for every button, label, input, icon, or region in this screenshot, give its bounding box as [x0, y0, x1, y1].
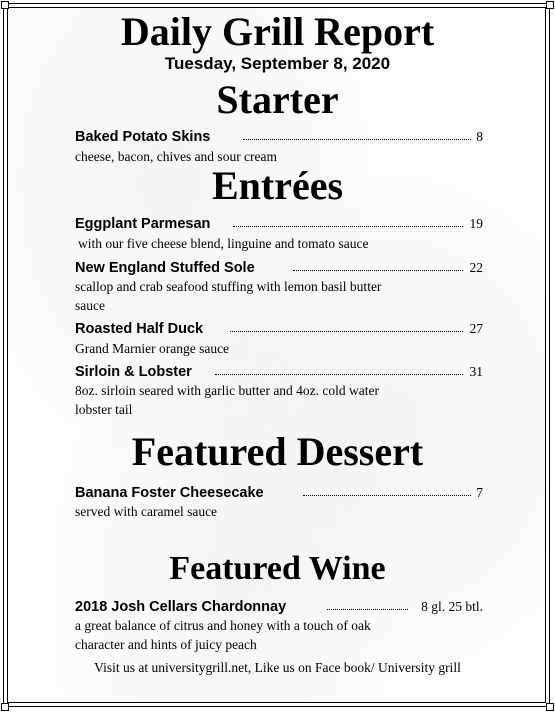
item-description: served with caramel sauce	[75, 504, 218, 519]
dot-leader	[303, 495, 471, 496]
item-price: 8 gl. 25 btl.	[421, 599, 483, 614]
corner-ornament	[546, 703, 554, 711]
menu-item	[75, 214, 483, 234]
item-name: 2018 Josh Cellars Chardonnay	[75, 599, 287, 615]
menu-item	[75, 483, 483, 503]
section-heading-dessert: Featured Dessert	[131, 429, 424, 474]
menu-item	[75, 597, 483, 617]
item-name: Eggplant Parmesan	[75, 216, 211, 232]
item-description: scallop and crab seafood stuffing with lemon basil butter	[75, 279, 382, 294]
menu-item	[75, 319, 483, 339]
item-price: 22	[469, 260, 483, 275]
item-name: Roasted Half Duck	[75, 321, 204, 337]
item-name: New England Stuffed Sole	[75, 260, 255, 276]
item-price: 31	[469, 364, 483, 379]
item-description: lobster tail	[75, 402, 133, 417]
menu-item	[75, 362, 483, 382]
page-title: Daily Grill Report	[120, 9, 435, 54]
item-price: 8	[476, 129, 483, 144]
item-description: sauce	[75, 298, 105, 313]
item-name: Sirloin & Lobster	[75, 364, 192, 380]
item-price: 27	[469, 321, 483, 336]
item-description: Grand Marnier orange sauce	[75, 341, 230, 356]
dot-leader	[243, 139, 471, 140]
item-description: 8oz. sirloin seared with garlic butter and 4oz. cold water	[75, 383, 380, 398]
section-heading-wine: Featured Wine	[169, 550, 386, 587]
section-heading-starter: Starter	[216, 77, 339, 122]
dot-leader	[215, 374, 463, 375]
dot-leader	[230, 331, 463, 332]
dot-leader	[327, 609, 408, 610]
item-description: cheese, bacon, chives and sour cream	[75, 149, 278, 164]
item-price: 19	[469, 216, 483, 231]
item-name: Baked Potato Skins	[75, 129, 211, 145]
dot-leader	[293, 270, 463, 271]
item-description: with our five cheese blend, linguine and tomato sauce	[78, 236, 369, 251]
item-description: character and hints of juicy peach	[75, 637, 257, 652]
item-description: a great balance of citrus and honey with a touch of oak	[75, 618, 371, 633]
report-date: Tuesday, September 8, 2020	[164, 54, 391, 73]
section-heading-entrees: Entrées	[211, 163, 344, 208]
menu-item	[75, 127, 483, 147]
corner-ornament	[1, 703, 9, 711]
dot-leader	[233, 226, 463, 227]
item-name: Banana Foster Cheesecake	[75, 485, 264, 501]
menu-item	[75, 258, 483, 278]
footer-note: Visit us at universitygrill.net, Like us on Face book/ University grill	[94, 660, 461, 675]
item-price: 7	[476, 485, 483, 500]
